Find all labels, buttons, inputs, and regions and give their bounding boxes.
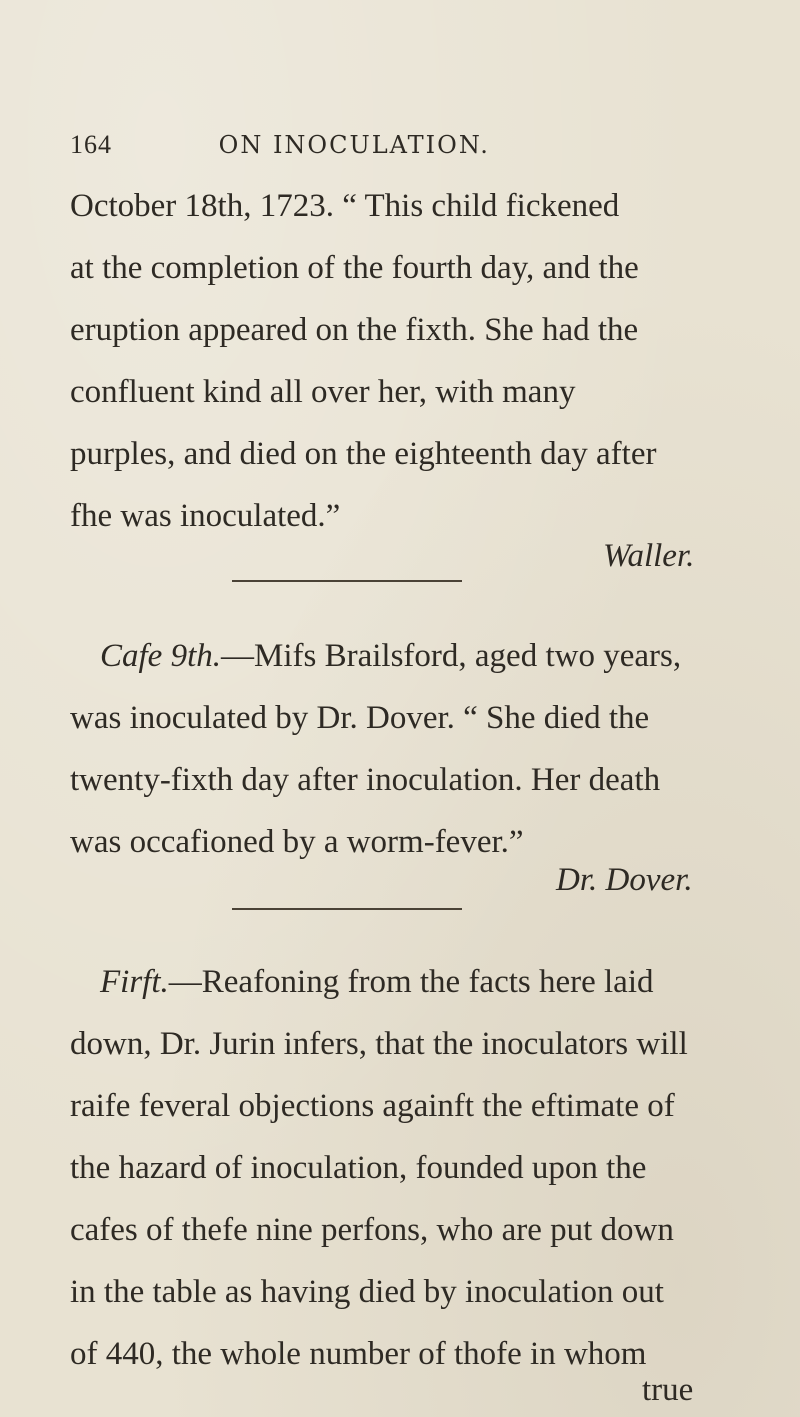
page-number: 164 bbox=[70, 130, 112, 159]
paragraph-2-line-3: twenty-fixth day after inoculation. Her death bbox=[70, 762, 661, 798]
paragraph-1-line-5: purples, and died on the eighteenth day after bbox=[70, 436, 657, 472]
running-title: ON INOCULATION. bbox=[218, 131, 490, 159]
section-divider bbox=[232, 908, 462, 910]
paragraph-1-line-4: confluent kind all over her, with many bbox=[70, 374, 576, 410]
paragraph-1-line-2: at the completion of the fourth day, and the bbox=[70, 250, 639, 286]
paragraph-3-line-5: cafes of thefe nine perfons, who are put down bbox=[70, 1212, 674, 1248]
paragraph-2-line-4: was occafioned by a worm-fever.” bbox=[70, 824, 524, 860]
paragraph-3-line-6: in the table as having died by inoculation out bbox=[70, 1274, 664, 1310]
signature-dover: Dr. Dover. bbox=[556, 862, 693, 898]
paragraph-3-line-2: down, Dr. Jurin infers, that the inoculators will bbox=[70, 1026, 688, 1062]
paragraph-3-line-1-text: —Reafoning from the facts here laid bbox=[168, 964, 654, 1000]
paragraph-2-line-2: was inoculated by Dr. Dover. “ She died the bbox=[70, 700, 650, 736]
section-label: Firft. bbox=[100, 964, 169, 1000]
signature-waller: Waller. bbox=[603, 538, 695, 574]
paragraph-2-line-1-text: —Mifs Brailsford, aged two years, bbox=[221, 638, 682, 674]
paragraph-3-line-7: of 440, the whole number of thofe in whom bbox=[70, 1336, 647, 1372]
page-header bbox=[70, 130, 490, 160]
paragraph-3-line-1 bbox=[100, 962, 654, 1002]
paragraph-1-line-6: fhe was inoculated.” bbox=[70, 498, 341, 534]
paragraph-3-line-4: the hazard of inoculation, founded upon the bbox=[70, 1150, 647, 1186]
case-label: Cafe 9th. bbox=[100, 638, 221, 674]
paragraph-1-line-3: eruption appeared on the fixth. She had the bbox=[70, 312, 639, 348]
paragraph-3-line-3: raife feveral objections againft the eftimate of bbox=[70, 1088, 675, 1124]
paragraph-1-line-1: October 18th, 1723. “ This child fickened bbox=[70, 188, 620, 224]
catchword: true bbox=[642, 1372, 694, 1408]
section-divider bbox=[232, 580, 462, 582]
paragraph-2-line-1 bbox=[100, 636, 681, 676]
